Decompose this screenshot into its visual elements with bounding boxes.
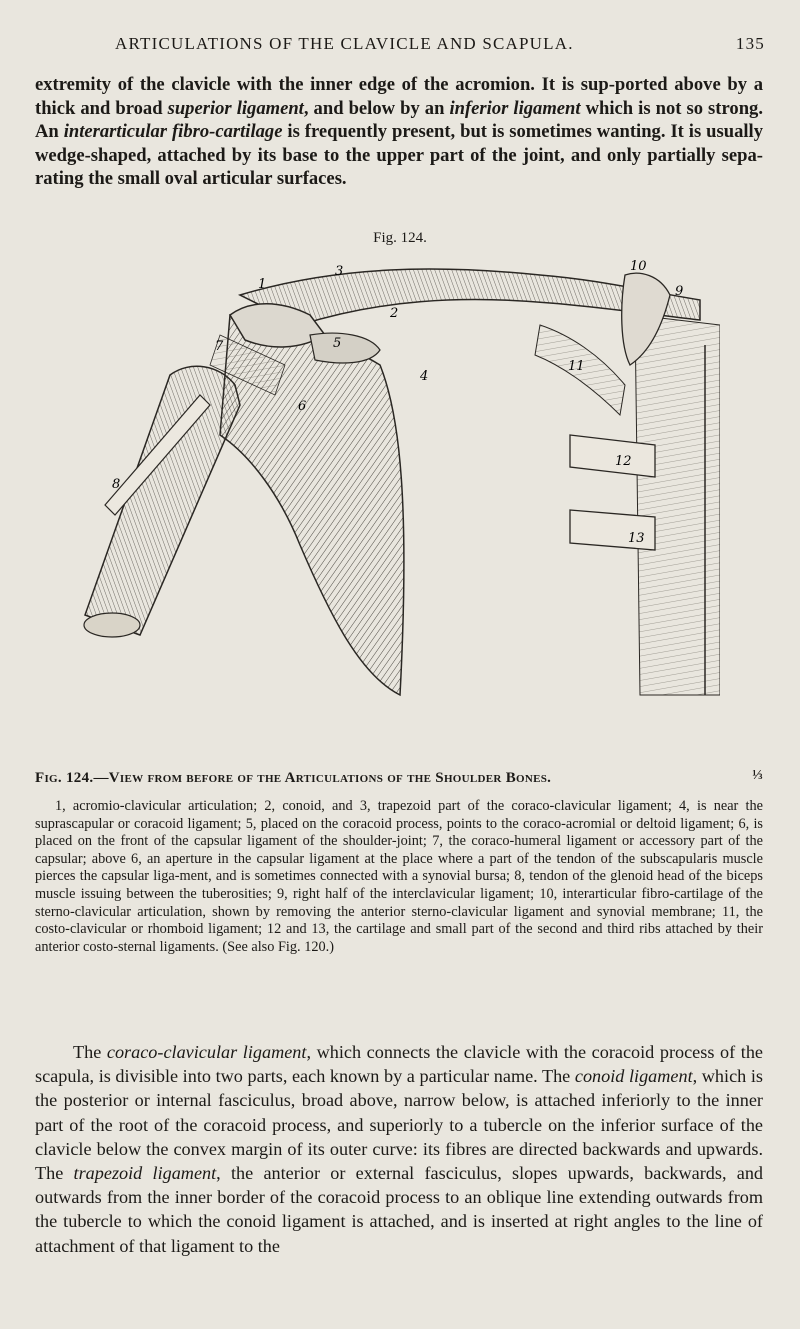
label-13: 13 bbox=[628, 531, 645, 546]
label-6: 6 bbox=[298, 399, 307, 414]
text-run: which is not so strong. An bbox=[35, 97, 763, 143]
label-11: 11 bbox=[568, 359, 585, 374]
text-run: The bbox=[73, 1042, 107, 1062]
anatomical-figure bbox=[80, 255, 720, 700]
label-3: 3 bbox=[335, 264, 344, 279]
running-header bbox=[40, 30, 765, 58]
italic-term: trapezoid ligament bbox=[73, 1163, 217, 1184]
figure-label: Fig. 124. bbox=[373, 230, 427, 246]
text-run: , which connects the clavicle with the coracoid process of the scapula, is divisible into two parts, each known by a particular name. The bbox=[35, 1042, 763, 1087]
italic-term: inferior ligament bbox=[449, 97, 581, 119]
text-run: is frequently present, but is sometimes wanting. It is usually wedge-shaped, attached by its base to the upper part of the joint, and only partially sepa-rating the small oval articular surfaces. bbox=[35, 121, 763, 190]
italic-term: conoid ligament bbox=[574, 1066, 693, 1087]
label-4: 4 bbox=[420, 369, 429, 384]
label-10: 10 bbox=[630, 259, 647, 274]
label-9: 9 bbox=[675, 284, 684, 299]
label-7: 7 bbox=[215, 339, 224, 354]
italic-term: interarticular fibro-cartilage bbox=[63, 121, 283, 143]
text-run: , which is the posterior or internal fasciculus, broad above, narrow below, is attached inferiorly to the inner part of the root of the coracoid process, and superiorly to a tubercle on the inferior surface of the clavicle below the convex margin of its outer curve: its fibres are directed backwards and upwards. The bbox=[35, 1066, 763, 1184]
label-5: 5 bbox=[333, 336, 342, 351]
label-1: 1 bbox=[258, 277, 267, 292]
figure-caption-title bbox=[35, 770, 763, 787]
text-run: , and below by an bbox=[303, 97, 450, 119]
figure-caption-body: 1, acromio-clavicular articulation; 2, conoid, and 3, trapezoid part of the coraco-clavicular ligament; 4, is near the suprascapular or coracoid ligament; 5, placed on the coracoid process, points to the coraco-acromial or deltoid ligament; 6, is placed on the front of the capsular ligament of the shoulder-joint; 7, the coraco-humeral ligament or accessory part of the capsular; above 6, an aperture in the capsular ligament at the place where a part of the tendon of the subscapularis muscle pierces the capsular liga-ment, and is sometimes connected with a synovial bursa; 8, tendon of the glenoid head of the biceps muscle issuing between the tuberosities; 9, right half of the interclavicular ligament; 10, interarticular fibro-cartilage of the sterno-clavicular articulation, shown by removing the anterior sterno-clavicular ligament and synovial membrane; 11, the costo-clavicular or rhomboid ligament; 12 and 13, the cartilage and small part of the second and third ribs attached by their anterior costo-sternal ligaments. (See also Fig. 120.) bbox=[35, 798, 763, 955]
running-title: ARTICULATIONS OF THE CLAVICLE AND SCAPULA. bbox=[115, 34, 574, 53]
page-number: 135 bbox=[735, 34, 765, 53]
italic-term: coraco-clavicular ligament bbox=[106, 1042, 307, 1062]
bottom-paragraph bbox=[35, 1040, 763, 1258]
text-run: , the anterior or external fasciculus, slopes upwards, backwards, and outwards from the inner border of the coracoid process to an oblique line extending outwards from the tubercle to which the conoid ligament is attached, and is inserted at right angles to the line of attachment of that ligament to the bbox=[35, 1163, 764, 1256]
top-paragraph bbox=[35, 73, 763, 191]
shoulder-illustration bbox=[80, 255, 720, 700]
label-2: 2 bbox=[390, 306, 399, 321]
caption-title-text: Fig. 124.—View from before of the Articulations of the Shoulder Bones. bbox=[35, 770, 552, 786]
text-run: extremity of the clavicle with the inner edge of the acromion. It is sup-ported above by a thick and broad bbox=[35, 74, 763, 119]
label-12: 12 bbox=[615, 454, 632, 469]
label-8: 8 bbox=[112, 477, 121, 492]
scale-fraction: ⅓ bbox=[752, 768, 763, 783]
italic-term: superior ligament bbox=[167, 97, 304, 119]
